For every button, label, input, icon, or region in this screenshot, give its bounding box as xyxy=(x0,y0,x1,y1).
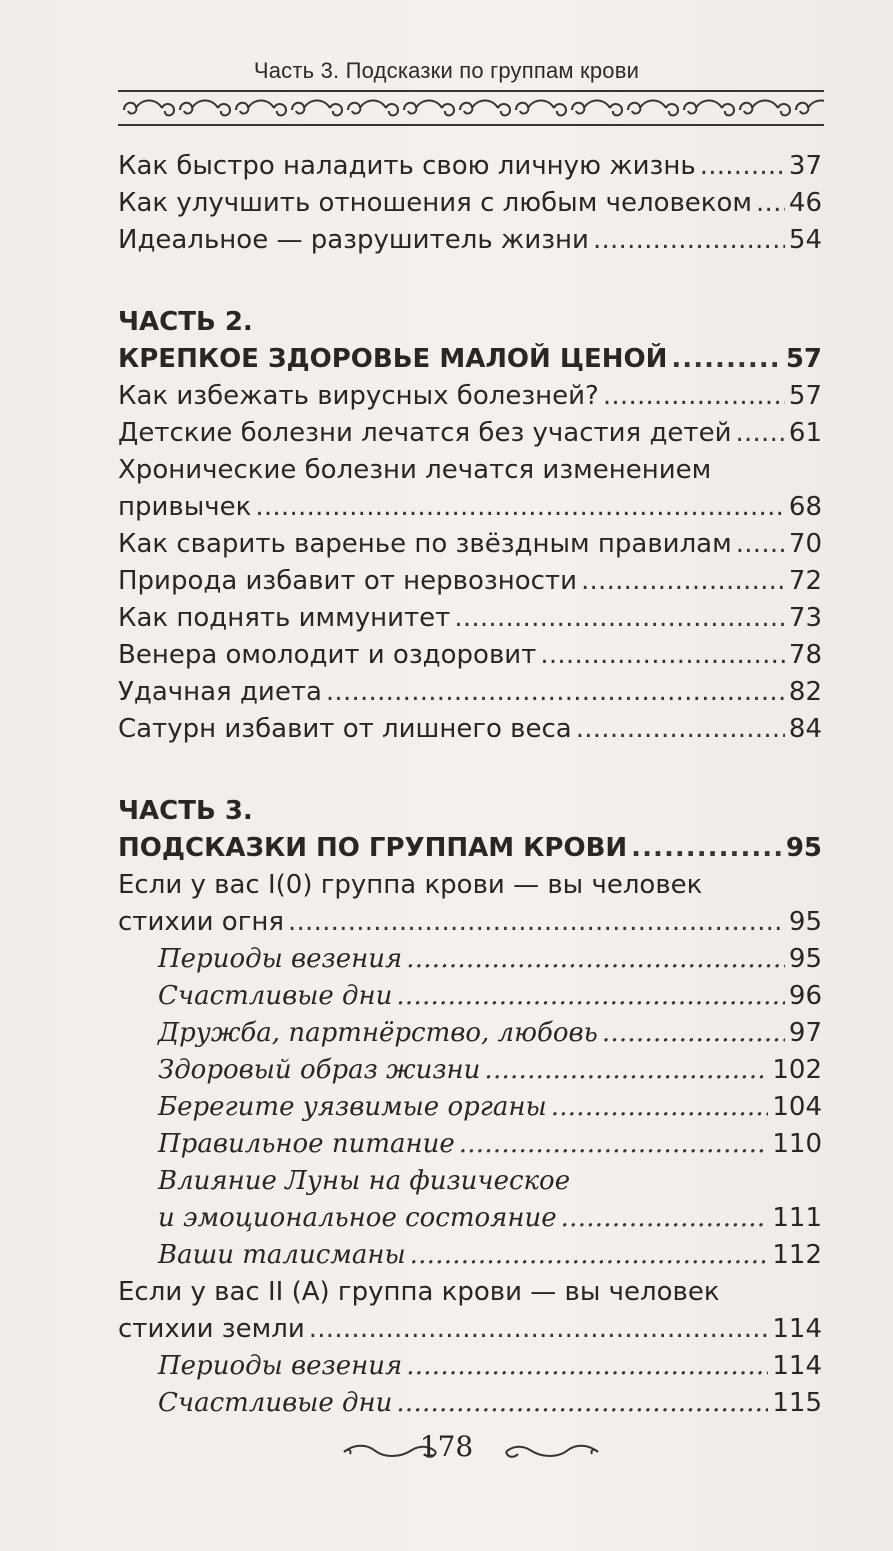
toc-entry[interactable]: стихии земли . . . 114 xyxy=(118,1311,822,1348)
toc-entry[interactable]: стихии огня . . . 95 xyxy=(118,904,822,941)
part-label: ЧАСТЬ 3. xyxy=(118,796,253,826)
ornament-scroll xyxy=(404,101,454,116)
toc-subentry[interactable]: Здоровый образ жизни . . . 102 xyxy=(118,1052,822,1089)
toc-subentry[interactable]: Периоды везения . . . 95 xyxy=(118,941,822,978)
running-head: Часть 3. Подсказки по группам крови xyxy=(253,58,640,83)
toc-entry[interactable]: Как сварить варенье по звёздным правилам . . . 70 xyxy=(118,526,822,563)
toc-entry-line: Если у вас II (А) группа крови — вы человек xyxy=(118,1277,720,1307)
toc-entry[interactable]: Как поднять иммунитет . . . 73 xyxy=(118,600,822,637)
toc-entry[interactable]: Венера омолодит и оздоровит . . . 78 xyxy=(118,637,822,674)
ornament-scroll xyxy=(684,101,734,116)
toc-entry[interactable]: Как улучшить отношения с любым человеком . . . 46 xyxy=(118,185,822,222)
toc-entry[interactable]: Как избежать вирусных болезней? . . . 57 xyxy=(118,378,822,415)
toc-entry[interactable]: Идеальное — разрушитель жизни . . . 54 xyxy=(118,222,822,259)
ornament-scroll xyxy=(348,101,398,116)
part-label: ЧАСТЬ 2. xyxy=(118,307,253,337)
table-of-contents xyxy=(118,148,822,1422)
ornament-scroll xyxy=(628,101,678,116)
toc-entry-line: Хронические болезни лечатся изменением xyxy=(118,455,712,485)
ornament-scroll xyxy=(740,101,790,116)
toc-subentry[interactable]: Ваши талисманы . . . 112 xyxy=(118,1237,822,1274)
toc-entry-line: Если у вас I(0) группа крови — вы человек xyxy=(118,870,703,900)
ornament-scroll xyxy=(572,101,622,116)
ornament-scroll xyxy=(516,101,566,116)
part-title-entry[interactable]: КРЕПКОЕ ЗДОРОВЬЕ МАЛОЙ ЦЕНОЙ . . . 57 xyxy=(118,341,822,378)
ornament-scroll xyxy=(180,101,230,116)
toc-subentry-line: Влияние Луны на физическое xyxy=(158,1166,571,1196)
toc-subentry[interactable]: Дружба, партнёрство, любовь . . . 97 xyxy=(118,1015,822,1052)
part-title-entry[interactable]: ПОДСКАЗКИ ПО ГРУППАМ КРОВИ . . . 95 xyxy=(118,830,822,867)
toc-entry[interactable]: Сатурн избавит от лишнего веса . . . 84 xyxy=(118,711,822,748)
toc-entry[interactable]: Как быстро наладить свою личную жизнь . . . 37 xyxy=(118,148,822,185)
toc-subentry[interactable]: Счастливые дни . . . 115 xyxy=(118,1385,822,1422)
toc-subentry[interactable]: Берегите уязвимые органы . . . 104 xyxy=(118,1089,822,1126)
ornament-scroll xyxy=(796,101,824,116)
toc-entry[interactable]: Детские болезни лечатся без участия детей . . . 61 xyxy=(118,415,822,452)
toc-subentry[interactable]: Правильное питание . . . 110 xyxy=(118,1126,822,1163)
toc-entry[interactable]: Удачная диета . . . 82 xyxy=(118,674,822,711)
header-ornament xyxy=(118,88,824,128)
folio-ornament-right xyxy=(502,1436,602,1466)
toc-entry[interactable]: Природа избавит от нервозности . . . 72 xyxy=(118,563,822,600)
ornament-scroll xyxy=(292,101,342,116)
toc-subentry[interactable]: Периоды везения . . . 114 xyxy=(118,1348,822,1385)
toc-subentry[interactable]: Счастливые дни . . . 96 xyxy=(118,978,822,1015)
page-number: 178 xyxy=(419,1430,474,1463)
ornament-scroll xyxy=(124,101,174,116)
toc-entry[interactable]: привычек . . . 68 xyxy=(118,489,822,526)
ornament-scroll xyxy=(460,101,510,116)
toc-subentry[interactable]: и эмоциональное состояние . . . 111 xyxy=(118,1200,822,1237)
ornament-scroll xyxy=(236,101,286,116)
